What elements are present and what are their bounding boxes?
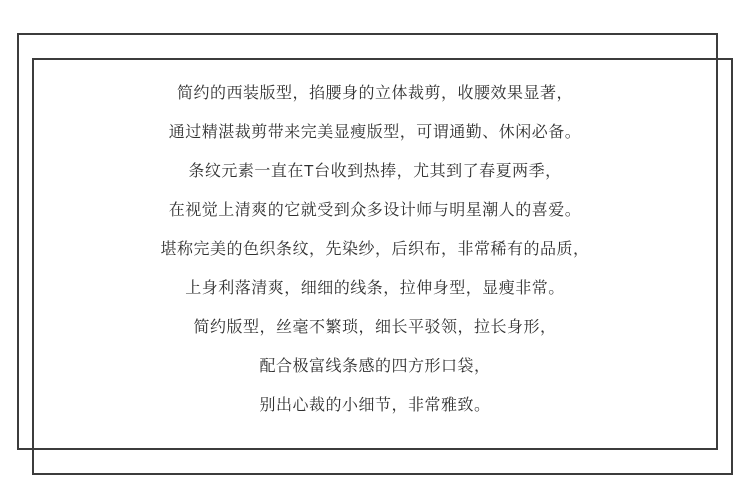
description-line: 通过精湛裁剪带来完美显瘦版型，可谓通勤、休闲必备。 <box>168 124 582 141</box>
description-line: 堪称完美的色织条纹，先染纱，后织布，非常稀有的品质， <box>160 241 590 258</box>
description-line: 配合极富线条感的四方形口袋， <box>259 358 491 375</box>
description-text-block <box>0 74 750 425</box>
description-line: 在视觉上清爽的它就受到众多设计师与明星潮人的喜爱。 <box>168 202 582 219</box>
description-line: 简约版型，丝毫不繁琐，细长平驳领，拉长身形， <box>193 319 557 336</box>
description-line: 上身利落清爽，细细的线条，拉伸身型，显瘦非常。 <box>185 280 565 297</box>
description-line: 条纹元素一直在T台收到热捧，尤其到了春夏两季， <box>188 163 562 180</box>
description-line: 简约的西装版型，掐腰身的立体裁剪，收腰效果显著， <box>176 85 573 102</box>
description-line: 别出心裁的小细节，非常雅致。 <box>259 397 491 414</box>
